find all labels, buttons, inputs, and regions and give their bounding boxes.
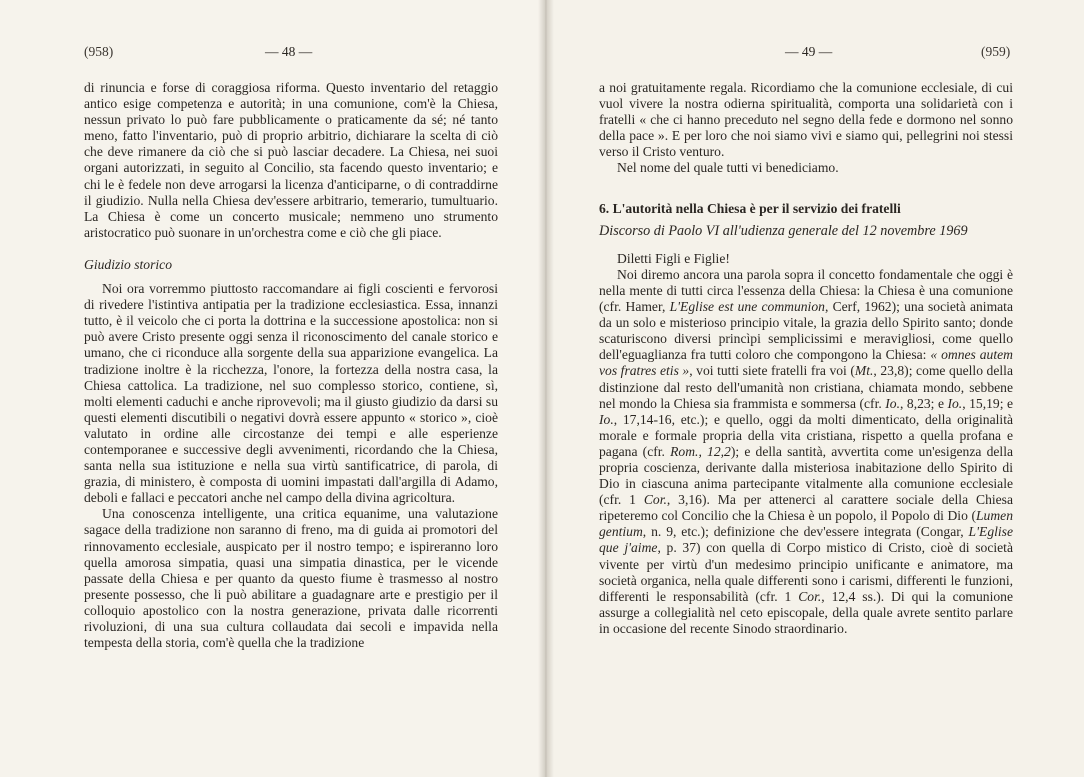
book-gutter bbox=[538, 0, 554, 777]
text-run: , n. 9, etc.); definizione che dev'essere integrata (Congar, bbox=[642, 524, 969, 540]
text-run: , Cerf, 1962); una società animata da un solo e misterioso principio vitale, la grazia dello Spirito santo; donde scaturiscono diversi princìpi semplicissimi e meravigliosi, come quello dell'eguaglianza fra tutti coloro che compongono la Chiesa: bbox=[599, 299, 1013, 363]
greeting: Diletti Figli e Figlie! bbox=[617, 250, 730, 266]
left-body bbox=[84, 80, 498, 651]
section-heading-giudizio-storico: Giudizio storico bbox=[84, 256, 172, 272]
right-page-number: — 49 — bbox=[785, 44, 833, 59]
citation-ref: Io. bbox=[885, 395, 900, 411]
citation-ref: Rom., 12,2 bbox=[670, 443, 731, 459]
text-run: , p. 37) con quella di Corpo mistico di Cristo, cioè di società vivente per virtù d'un medesimo principio unificante e animatore, ma società organica, nella quale differenti sono i carismi, differenti le funzioni, differenti le responsabilità (cfr. 1 bbox=[599, 540, 1013, 604]
citation-ref: Io. bbox=[599, 411, 614, 427]
text-run: , 8,23; e bbox=[900, 395, 948, 411]
text-run: , 23,8); come quello della distinzione dal resto dell'umanità non cristiana, chiamata mondo, sebbene nel mondo la Chiesa sia frammista e sommersa (cfr. bbox=[599, 363, 1013, 411]
text-run: , voi tutti siete fratelli fra voi ( bbox=[689, 363, 855, 379]
left-paragraph-1: di rinuncia e forse di coraggiosa riforma. Questo inventario del retaggio antico esige competenza e autorità; in una comunione, com'è la Chiesa, nessun privato lo può fare pubblicamente o praticamente da sé; né tanto meno, fatto l'inventario, può di proprio arbitrio, dichiarare la scelta di ciò che deve rimanere da ciò che si può lasciar decadere. La Chiesa, nei suoi organi autorizzati, in seguito al Concilio, sta facendo questo inventario; e chi le è fedele non deve arrogarsi la licenza d'anticiparne, o di contraddirne il giudizio. Nulla nella Chiesa dev'essere arbitrario, temerario, tumultuario. La Chiesa è come un concerto musicale; nemmeno uno strumento aristocratico può suonare in un'orchestra come e ciò che gli piace. bbox=[84, 80, 498, 240]
text-run: , 12,4 ss.). Di qui la comunione assurge a collegialità nel ceto episcopale, della quale avrete sentito parlare in occasione del recente Sinodo straordinario. bbox=[599, 588, 1013, 636]
right-paragraph-2: Nel nome del quale tutti vi benediciamo. bbox=[617, 160, 839, 176]
text-run: Noi diremo ancora una parola sopra il concetto fondamentale che oggi è nella mente di tutti circa l'essenza della Chiesa: la Chiesa è una comunione (cfr. Hamer, bbox=[599, 266, 1013, 315]
text-run: , 15,19; e bbox=[962, 395, 1014, 411]
left-page-number: — 48 — bbox=[265, 44, 313, 59]
left-header-ref: (958) bbox=[84, 44, 114, 59]
right-header-ref: (959) bbox=[981, 44, 1011, 59]
citation-ref: Io. bbox=[947, 395, 963, 411]
citation-title: Lumen gentium bbox=[599, 508, 1013, 540]
right-body bbox=[599, 80, 1013, 637]
article-title-text: 6. L'autorità nella Chiesa è per il servizio dei fratelli bbox=[599, 200, 901, 216]
citation-title: L'Eglise que j'aime bbox=[599, 524, 1013, 556]
citation-ref: Cor. bbox=[798, 588, 822, 604]
latin-quote: « omnes autem vos fratres etis » bbox=[599, 347, 1013, 379]
article-title bbox=[599, 201, 1013, 217]
citation-ref: Cor. bbox=[643, 492, 667, 508]
left-paragraph-2: Noi ora vorremmo piuttosto raccomandare ai figli coscienti e fervorosi di rivedere l'istintiva antipatia per la tradizione ecclesiastica. Essa, innanzi tutto, è il veicolo che ci porta la dottrina e la successione apostolica: non si può avere Cristo presente oggi senza il riconoscimento del canale storico e umano, che ci riconduce alla sorgente della sua apparizione evangelica. La tradizione inoltre è la ricchezza, l'onore, la fortezza della nostra casa, la Chiesa cattolica. La tradizione, nel suo complesso storico, contiene, sì, molti elementi caduchi e anche riprovevoli; ma il giusto giudizio da darsi su questi elementi discutibili o negativi dovrà essere appunto « storico », cioè valutato in ordine alle circostanze dei tempi e alle esperienze contemporanee e successive degli avvenimenti, ricordando che la Chiesa, santa nella sua istituzione e nella sua virtù santificatrice, di parola, di grazia, di ministero, è composta di uomini impastati dall'argilla di Adamo, deboli e fallaci e peccatori anche nel campo della divina agricoltura. bbox=[84, 281, 498, 506]
text-run: ); e della santità, avvertita come un'esigenza della propria coscienza, derivante dalla misteriosa inabitazione dello Spirito di Dio in ciascuna anima partecipante vitalmente alla comunione ecclesiale (cfr. 1 bbox=[599, 443, 1014, 508]
right-paragraph-3 bbox=[599, 267, 1013, 637]
text-run: , 3,16). Ma per attenerci al carattere sociale della Chiesa ripeteremo col Concilio che la Chiesa è un popolo, il Popolo di Dio ( bbox=[599, 492, 1013, 524]
right-page bbox=[545, 0, 1084, 777]
right-paragraph-1: a noi gratuitamente regala. Ricordiamo che la comunione ecclesiale, di cui vuol vivere la nostra odierna spiritualità, comporta una solidarietà con i fratelli « che ci hanno preceduto nel segno della fede e dormono nel sonno della pace ». E per loro che noi siamo vivi e siamo qui, pellegrini noi stessi verso il Cristo venturo. bbox=[599, 80, 1013, 160]
citation-title: L'Eglise est une communion bbox=[669, 299, 825, 315]
citation-ref: Mt. bbox=[854, 363, 874, 379]
text-run: , 17,14-16, etc.); e quello, oggi da molti dimenticato, della originalità morale e formale propria della vita cristiana, rispetto a quella profana e pagana (cfr. bbox=[599, 411, 1013, 459]
left-paragraph-3: Una conoscenza intelligente, una critica equanime, una valutazione sagace della tradizione non saranno di freno, ma di guida ai promotori del rinnovamento ecclesiale, auspicato per il nostro tempo; e ispireranno loro quella amorosa simpatia, quasi una simpatia dinastica, per le vicende passate della Chiesa e per quanto da questo fiume è trasmesso al nostro presente possesso, che li può abilitare a guadagnare arte e prestigio per il colloquio apostolico con la nostra generazione, privata dalle ricorrenti rivoluzioni, di una sua cultura collaudata dai secoli e impavida nella tempesta della storia, com'è quella che la tradizione bbox=[84, 506, 498, 651]
article-subtitle: Discorso di Paolo VI all'udienza generale del 12 novembre 1969 bbox=[599, 222, 968, 239]
